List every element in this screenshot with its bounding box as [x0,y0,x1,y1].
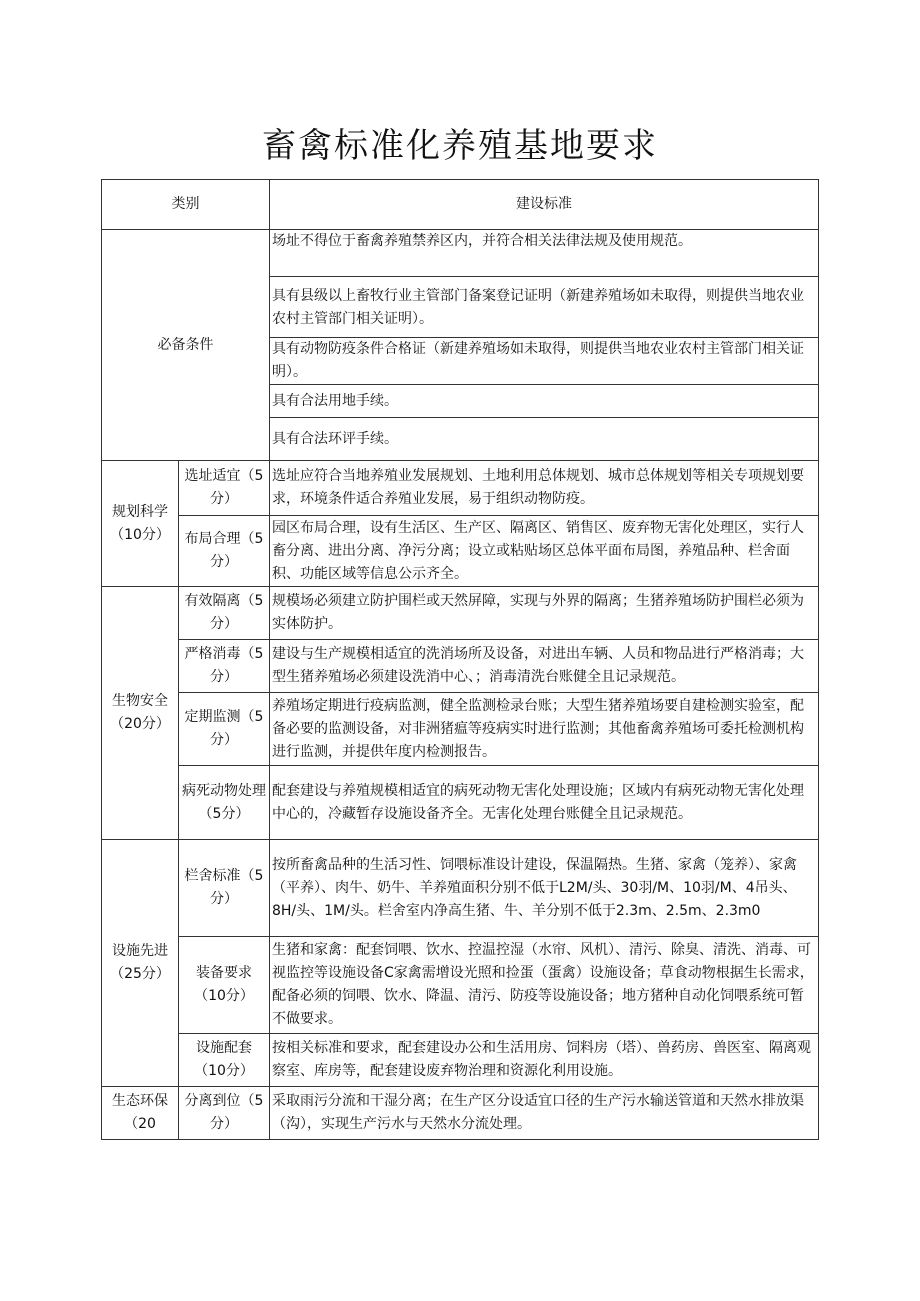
header-standard: 建设标准 [270,180,819,230]
header-category: 类别 [102,180,270,230]
table-row [102,640,819,693]
table-row [102,766,819,840]
category-required: 必备条件 [102,230,270,461]
table-row [102,587,819,640]
standard-cell: 场址不得位于畜禽养殖禁养区内，并符合相关法律法规及使用规范。 [270,230,819,277]
subcategory-cell: 布局合理（5分） [179,516,270,587]
standard-cell: 按所畜禽品种的生活习性、饲喂标准设计建设，保温隔热。生猪、家禽（笼养）、家禽（平养）、肉牛、奶牛、羊养殖面积分别不低于L2M/头、30羽/M、10羽/M、4吊头、8H/头、1M/头。栏舍室内净高生猪、牛、羊分别不低于2.3m、2.5m、2.3m0 [270,840,819,937]
subcategory-cell: 严格消毒（5分） [179,640,270,693]
table-row [102,840,819,937]
standard-cell: 选址应符合当地养殖业发展规划、土地利用总体规划、城市总体规划等相关专项规划要求，环境条件适合养殖业发展，易于组织动物防疫。 [270,461,819,516]
standard-cell: 生猪和家禽：配套饲喂、饮水、控温控湿（水帘、风机）、清污、除臭、清洗、消毒、可视监控等设施设备C家禽需增设光照和捡蛋（蛋禽）设施设备；草食动物根据生长需求，配备必须的饲喂、饮水、降温、清污、防疫等设施设备；地方猪种自动化饲喂系统可暂不做要求。 [270,937,819,1034]
subcategory-cell: 定期监测（5分） [179,693,270,766]
table-row [102,937,819,1034]
category-environment: 生态环保（20 [102,1087,179,1140]
standard-cell: 园区布局合理，设有生活区、生产区、隔离区、销售区、废弃物无害化处理区，实行人畜分离、进出分离、净污分离；设立或粘贴场区总体平面布局图，养殖品种、栏舍面积、功能区域等信息公示齐全。 [270,516,819,587]
standard-cell: 配套建设与养殖规模相适宜的病死动物无害化处理设施；区域内有病死动物无害化处理中心的，冷藏暂存设施设备齐全。无害化处理台账健全且记录规范。 [270,766,819,840]
category-planning: 规划科学（10分） [102,461,179,587]
subcategory-cell: 装备要求（10分） [179,937,270,1034]
standard-cell: 按相关标准和要求，配套建设办公和生活用房、饲料房（塔）、兽药房、兽医室、隔离观察室、库房等，配套建设废弃物治理和资源化利用设施。 [270,1034,819,1087]
standard-cell: 规模场必须建立防护围栏或天然屏障，实现与外界的隔离；生猪养殖场防护围栏必须为实体防护。 [270,587,819,640]
category-facilities: 设施先进（25分） [102,840,179,1087]
subcategory-cell: 栏舍标准（5分） [179,840,270,937]
subcategory-cell: 分离到位（5分） [179,1087,270,1140]
table-row [102,516,819,587]
table-row [102,1087,819,1140]
table-row [102,230,819,277]
standard-cell: 具有合法环评手续。 [270,418,819,461]
standard-cell: 建设与生产规模相适宜的洗消场所及设备，对进出车辆、人员和物品进行严格消毒；大型生猪养殖场必须建设洗消中心、；消毒清洗台账健全且记录规范。 [270,640,819,693]
subcategory-cell: 有效隔离（5分） [179,587,270,640]
page-title: 畜禽标准化养殖基地要求 [262,126,658,166]
standard-cell: 采取雨污分流和干湿分离；在生产区分设适宜口径的生产污水输送管道和天然水排放渠（沟），实现生产污水与天然水分流处理。 [270,1087,819,1140]
standard-cell: 养殖场定期进行疫病监测，健全监测检录台账；大型生猪养殖场要自建检测实验室，配备必要的监测设备，对非洲猪瘟等疫病实时进行监测；其他畜禽养殖场可委托检测机构进行监测，并提供年度内检测报告。 [270,693,819,766]
subcategory-cell: 设施配套（10分） [179,1034,270,1087]
subcategory-cell: 病死动物处理（5分） [179,766,270,840]
standards-table [101,179,819,1140]
category-biosafety: 生物安全（20分） [102,587,179,840]
table-row [102,461,819,516]
table-row [102,1034,819,1087]
table-header-row [102,180,819,230]
standard-cell: 具有合法用地手续。 [270,385,819,418]
standard-cell: 具有动物防疫条件合格证（新建养殖场如未取得，则提供当地农业农村主管部门相关证明）。 [270,338,819,385]
subcategory-cell: 选址适宜（5分） [179,461,270,516]
standard-cell: 具有县级以上畜牧行业主管部门备案登记证明（新建养殖场如未取得，则提供当地农业农村主管部门相关证明）。 [270,277,819,338]
table-row [102,693,819,766]
